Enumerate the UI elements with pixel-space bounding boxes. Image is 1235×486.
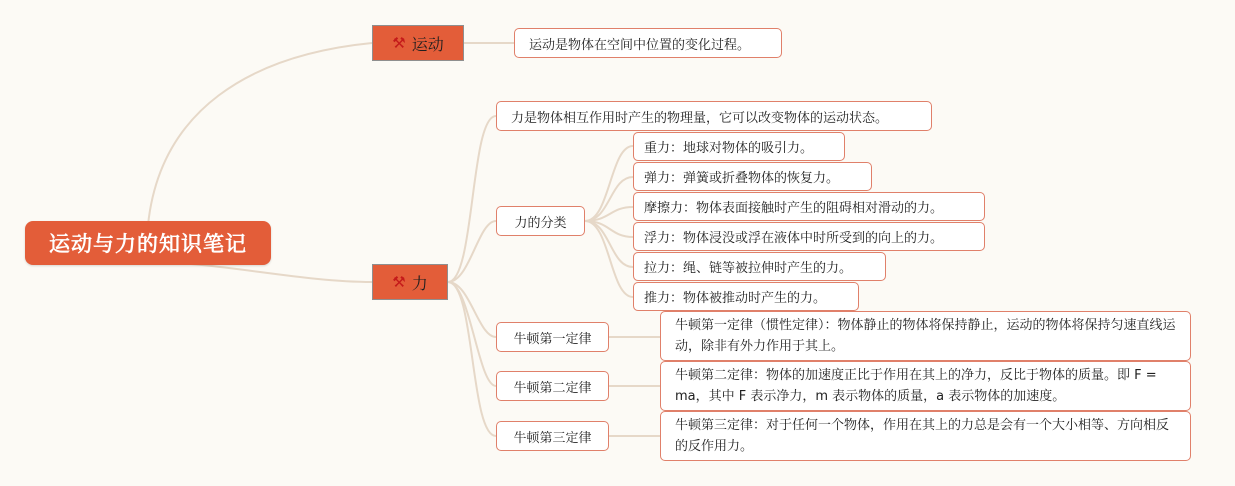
motion-definition[interactable]: 运动是物体在空间中位置的变化过程。 [514, 28, 782, 58]
force-type-item[interactable]: 摩擦力：物体表面接触时产生的阻碍相对滑动的力。 [633, 192, 985, 221]
tools-icon: ⚒ [392, 273, 406, 291]
law-label[interactable]: 牛顿第一定律 [496, 322, 609, 352]
topic-motion[interactable] [372, 25, 464, 61]
force-type-item[interactable]: 浮力：物体浸没或浮在液体中时所受到的向上的力。 [633, 222, 985, 251]
law-description[interactable]: 牛顿第二定律：物体的加速度正比于作用在其上的净力，反比于物体的质量。即 F = ma，其中 F 表示净力，m 表示物体的质量，a 表示物体的加速度。 [660, 361, 1191, 411]
root-label: 运动与力的知识笔记 [49, 232, 247, 256]
force-type-item[interactable]: 拉力：绳、链等被拉伸时产生的力。 [633, 252, 886, 281]
force-type-item[interactable]: 推力：物体被推动时产生的力。 [633, 282, 859, 311]
tools-icon: ⚒ [392, 34, 406, 52]
law-label[interactable]: 牛顿第三定律 [496, 421, 609, 451]
topic-motion-label: 运动 [411, 34, 444, 54]
root-topic[interactable] [25, 221, 271, 265]
law-description[interactable]: 牛顿第三定律：对于任何一个物体，作用在其上的力总是会有一个大小相等、方向相反的反作用力。 [660, 411, 1191, 461]
topic-force[interactable] [372, 264, 448, 300]
force-type-item[interactable]: 重力：地球对物体的吸引力。 [633, 132, 845, 161]
topic-force-label: 力 [411, 273, 428, 293]
law-label[interactable]: 牛顿第二定律 [496, 371, 609, 401]
force-type-item[interactable]: 弹力：弹簧或折叠物体的恢复力。 [633, 162, 872, 191]
force-definition[interactable]: 力是物体相互作用时产生的物理量，它可以改变物体的运动状态。 [496, 101, 932, 131]
force-classification[interactable]: 力的分类 [496, 206, 585, 236]
law-description[interactable]: 牛顿第一定律（惯性定律）：物体静止的物体将保持静止，运动的物体将保持匀速直线运动，除非有外力作用于其上。 [660, 311, 1191, 361]
